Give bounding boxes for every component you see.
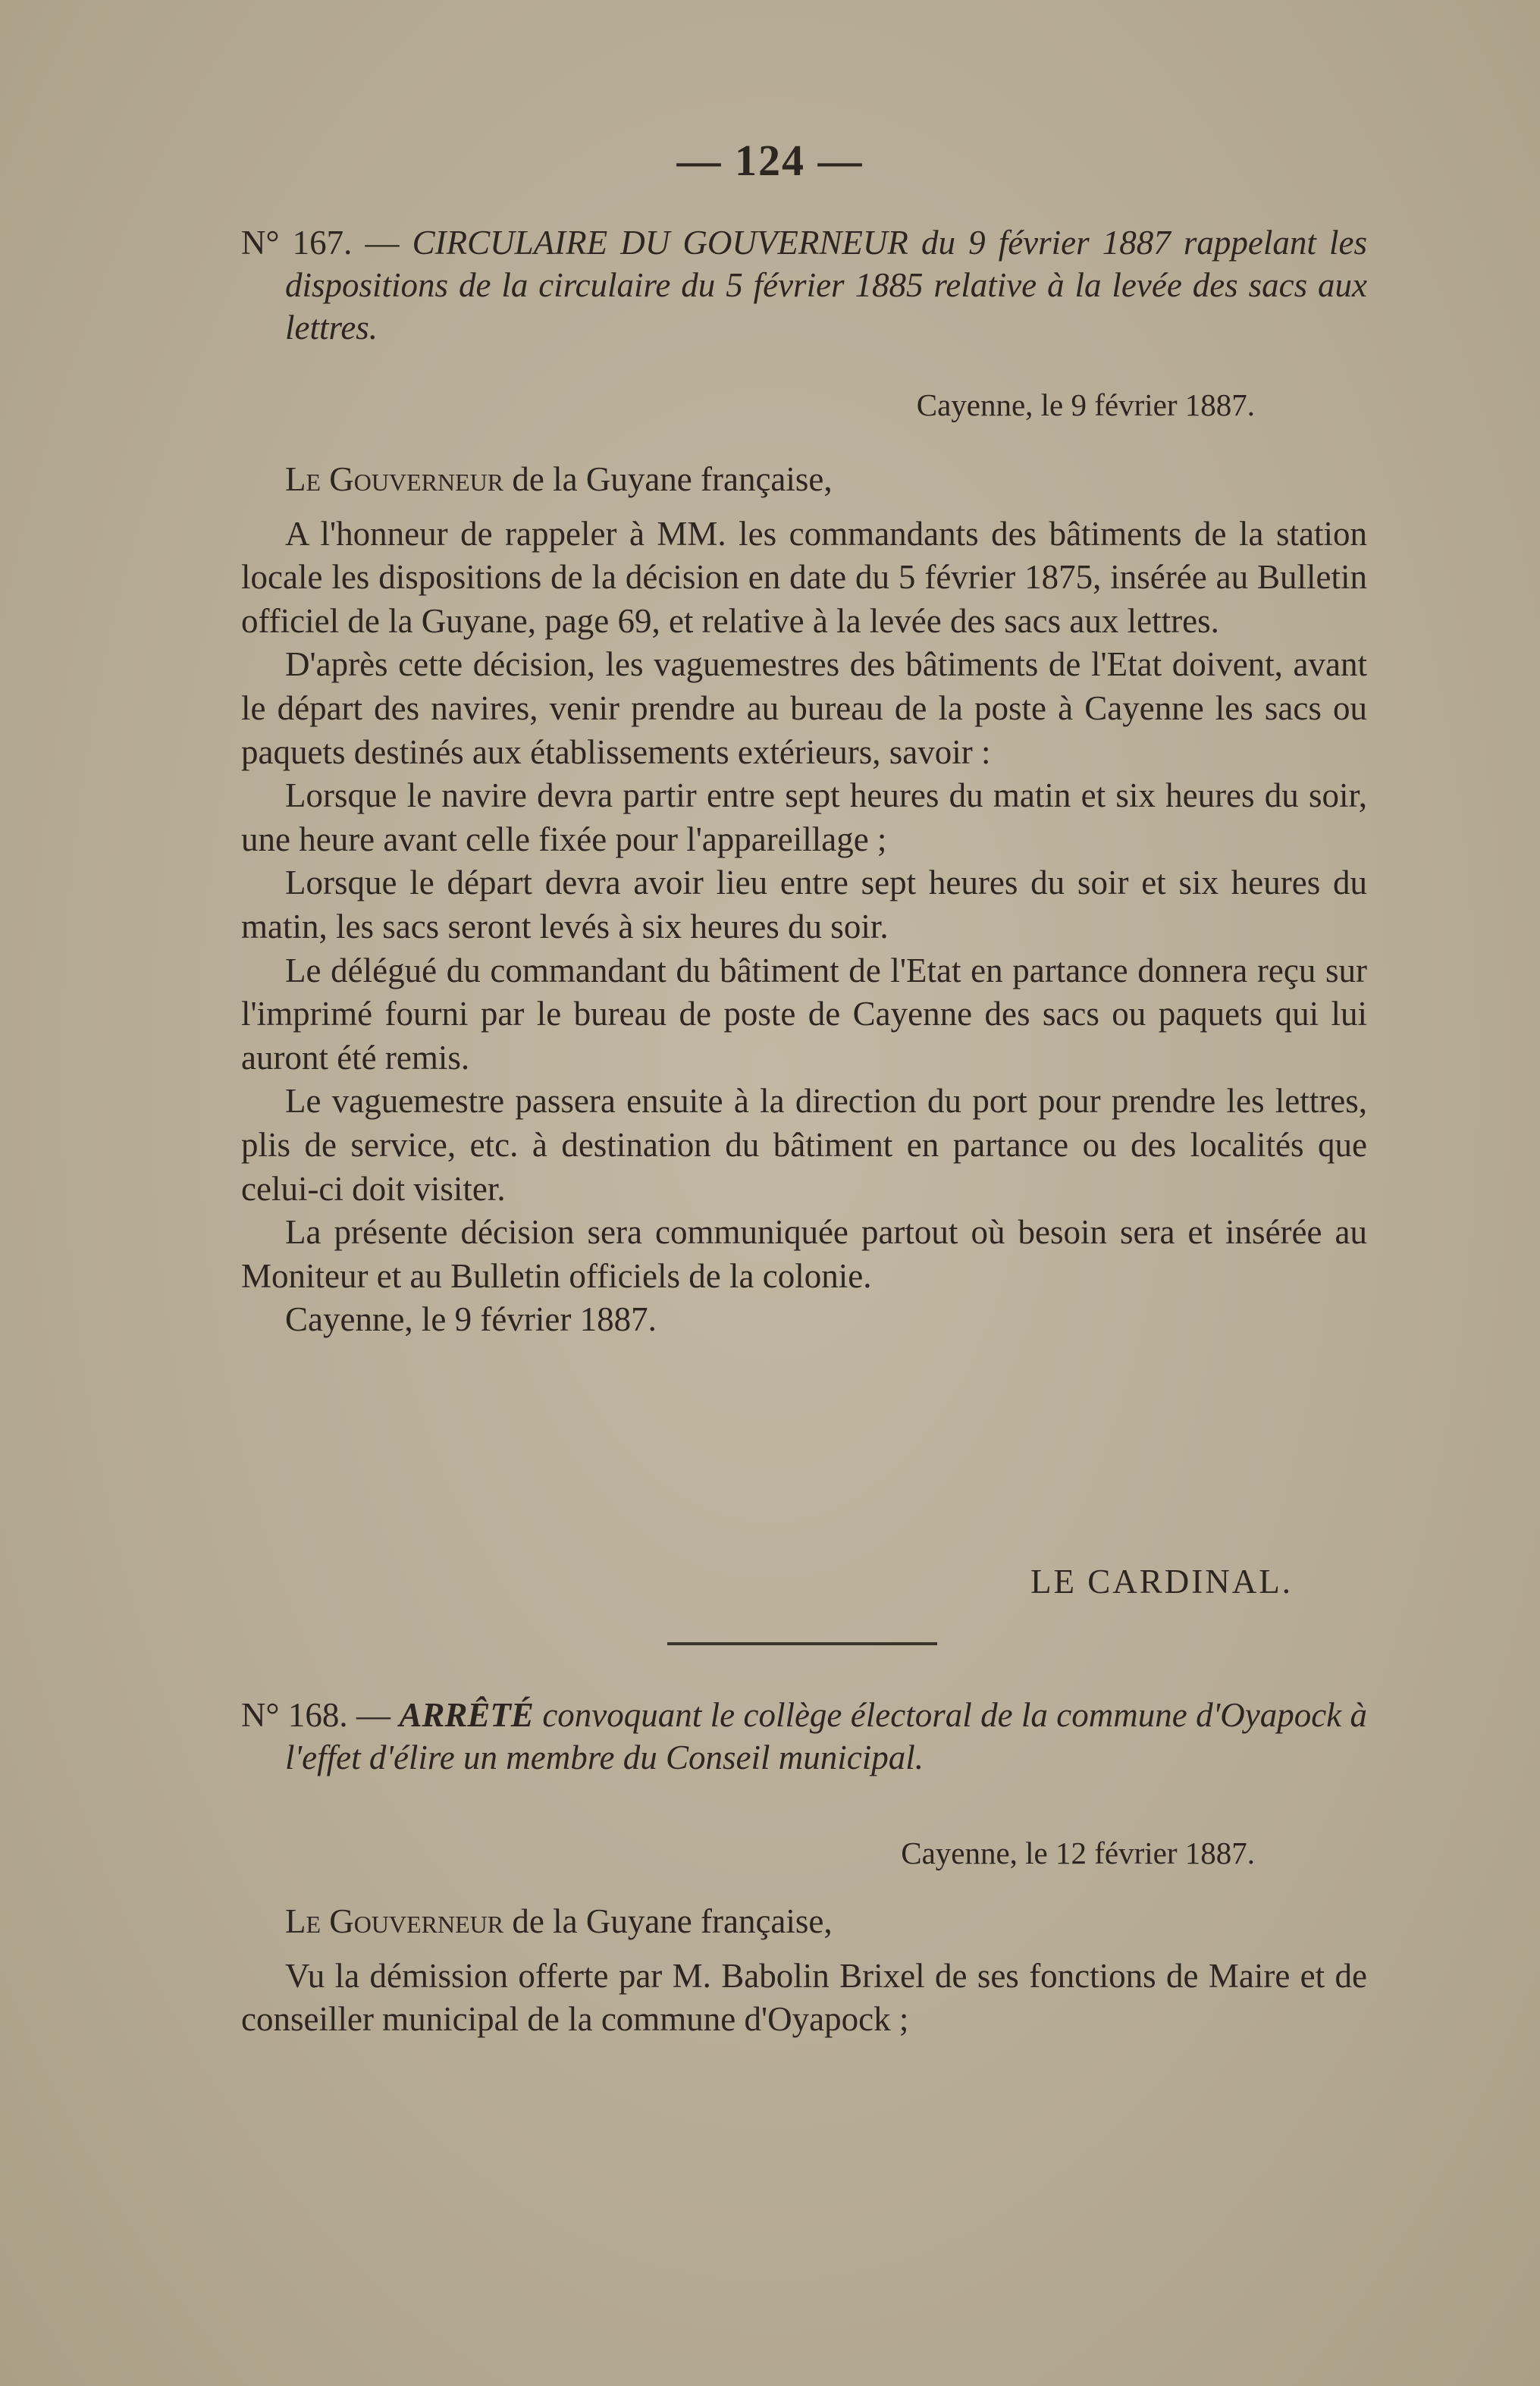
paragraph: D'après cette décision, les vaguemestres des bâtiments de l'Etat doivent, avant le départ des navires, venir prendre au bureau de la poste à Cayenne les sacs ou paquets destinés aux établissements extérieurs, savoir : <box>241 645 1367 771</box>
governor-line <box>241 1900 1367 1944</box>
page-number: — 124 — <box>676 136 864 185</box>
heading-dash: — <box>356 1696 390 1734</box>
governor-line <box>241 458 1367 502</box>
section-168 <box>241 1694 1367 1779</box>
paragraph: Vu la démission offerte par M. Babolin Brixel de ses fonctions de Maire et de conseiller municipal de la commune d'Oyapock ; <box>241 1956 1367 2039</box>
heading-title-bold: ARRÊTÉ <box>399 1696 534 1734</box>
closing-dateline: Cayenne, le 9 février 1887. <box>285 1300 657 1339</box>
section-heading <box>241 221 1367 349</box>
dateline: Cayenne, le 12 février 1887. <box>901 1836 1255 1870</box>
governor-suffix: de la Guyane française, <box>512 1902 833 1940</box>
governor-title: Le Gouverneur <box>285 1902 504 1940</box>
paragraph: Le vaguemestre passera ensuite à la direction du port pour prendre les lettres, plis de service, etc. à destination du bâtiment en partance ou des localités que celui-ci doit visiter. <box>241 1082 1367 1208</box>
heading-dash: — <box>365 224 400 262</box>
governor-title: Le Gouverneur <box>285 460 504 498</box>
section-167-dateline-block <box>241 384 1367 428</box>
signature-block <box>241 1560 1367 1604</box>
heading-number: N° 167. <box>241 224 353 262</box>
paragraph: La présente décision sera communiquée partout où besoin sera et insérée au Moniteur et au Bulletin officiels de la colonie. <box>241 1213 1367 1295</box>
heading-title: convoquant le collège électoral de la commune d'Oyapock à l'effet d'élire un membre du Conseil municipal. <box>285 1696 1368 1776</box>
paragraph: A l'honneur de rappeler à MM. les commandants des bâtiments de la station locale les dispositions de la décision en date du 5 février 1875, insérée au Bulletin officiel de la Guyane, page 69, et relative à la levée des sacs aux lettres. <box>241 514 1367 640</box>
section-heading <box>241 1694 1367 1779</box>
heading-number: N° 168. <box>241 1696 348 1734</box>
dateline: Cayenne, le 9 février 1887. <box>916 387 1255 422</box>
heading-title: CIRCULAIRE DU GOUVERNEUR du 9 février 1887 rappelant les dispositions de la circulaire du 5 février 1885 relative à la levée des sacs aux lettres. <box>285 224 1368 346</box>
governor-suffix: de la Guyane française, <box>512 460 833 498</box>
paragraph: Lorsque le départ devra avoir lieu entre sept heures du soir et six heures du matin, les sacs seront levés à six heures du soir. <box>241 864 1367 945</box>
section-168-dateline-block <box>241 1832 1367 1876</box>
section-divider <box>667 1642 937 1645</box>
paragraph: Le délégué du commandant du bâtiment de l'Etat en partance donnera reçu sur l'imprimé fourni par le bureau de poste de Cayenne des sacs ou paquets qui lui auront été remis. <box>241 951 1367 1077</box>
signature: LE CARDINAL. <box>1030 1563 1293 1601</box>
paragraph: Lorsque le navire devra partir entre sept heures du matin et six heures du soir, une heure avant celle fixée pour l'appareillage ; <box>241 776 1367 858</box>
section-167-body <box>241 458 1367 1342</box>
section-167 <box>241 221 1367 349</box>
section-168-body <box>241 1900 1367 2042</box>
